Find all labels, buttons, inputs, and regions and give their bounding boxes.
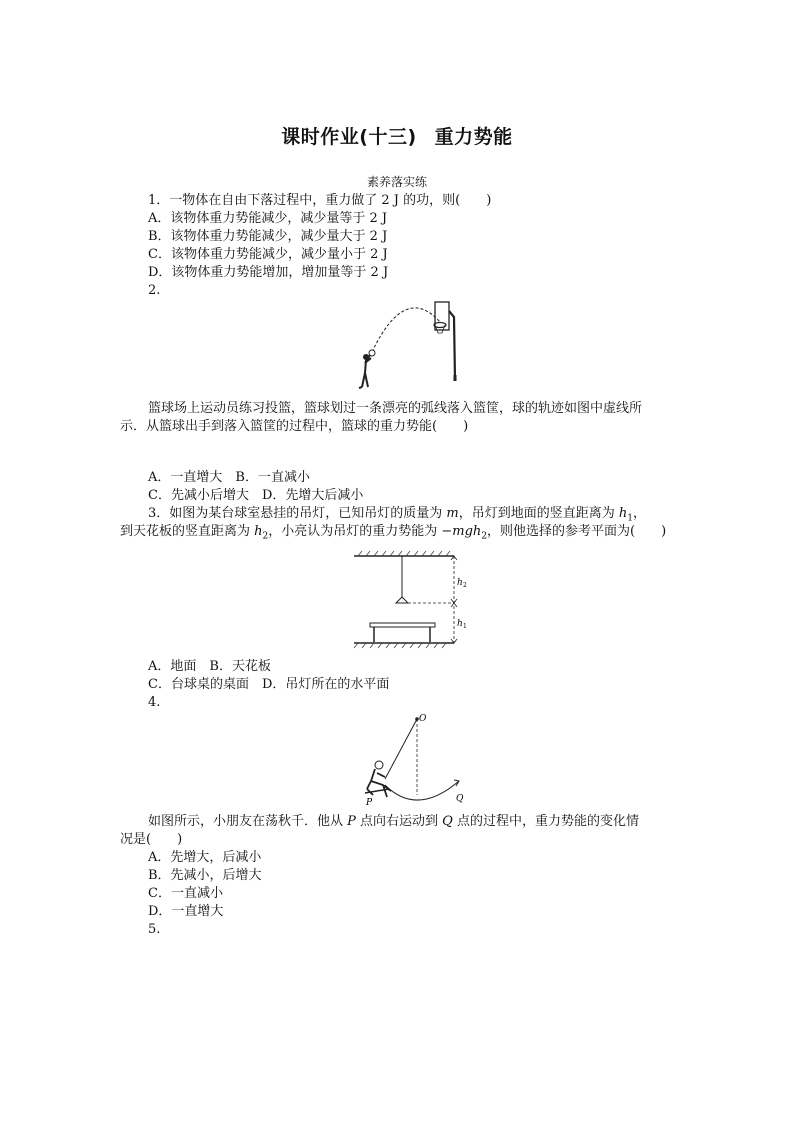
point-q-label: Q [456,794,464,804]
title-sub: 重力势能 [434,126,513,148]
page-title [0,122,794,149]
q5-number: 5. [148,922,161,937]
point-p-label: P [366,798,373,807]
q3-options-line1: A．地面 B．天花板 [148,659,271,674]
q4-option-b: B．先减小，后增大 [148,868,262,883]
q2-number: 2. [148,283,161,298]
q1-option-c: C．该物体重力势能减少，减少量小于 2 J [148,247,388,262]
q3-options-line2: C．台球桌的桌面 D．吊灯所在的水平面 [148,677,390,692]
chandelier-figure [352,550,482,650]
q1-option-a: A．该物体重力势能减少，减少量等于 2 J [148,211,388,226]
q2-stem-line1: 篮球场上运动员练习投篮，篮球划过一条漂亮的弧线落入篮筐，球的轨迹如图中虚线所 [148,401,643,416]
point-o-label: O [419,714,427,724]
q4-option-d: D．一直增大 [148,904,224,919]
q2-stem-line2: 示．从篮球出手到落入篮筐的过程中，篮球的重力势能( ) [120,419,469,434]
q4-number: 4. [148,695,161,710]
q3-stem-line1: 3．如图为某台球室悬挂的吊灯，已知吊灯的质量为 m，吊灯到地面的竖直距离为 $h_1$， [148,506,646,524]
q2-options-line2: C．先减小后增大 D．先增大后减小 [148,488,364,503]
h2-sub: 2 [463,582,467,589]
q4-stem-line1: 如图所示，小朋友在荡秋千．他从 P 点向右运动到 Q 点的过程中，重力势能的变化情 [148,814,639,829]
h1-label: h [457,619,463,629]
q1-stem: 1．一物体在自由下落过程中，重力做了 2 J 的功，则( ) [148,193,492,208]
h2-label: h [457,578,463,588]
title-main: 课时作业(十三) [281,126,417,148]
q3-stem-line2: 到天花板的竖直距离为 $h_2$，小亮认为吊灯的重力势能为 −mgh$_2$，则他选择的参考平面为( ) [120,524,667,542]
q1-option-d: D．该物体重力势能增加，增加量等于 2 J [148,265,389,280]
swing-figure [355,707,475,807]
q4-option-c: C．一直减小 [148,886,223,901]
q1-option-b: B．该物体重力势能减少，减少量大于 2 J [148,229,388,244]
q4-stem-line2: 况是( ) [120,832,183,847]
section-heading: 素养落实练 [366,175,427,189]
basketball-figure [350,295,470,395]
q4-option-a: A．先增大，后减小 [148,850,262,865]
h1-sub: 1 [463,623,467,630]
q2-options-line1: A．一直增大 B．一直减小 [148,470,310,485]
